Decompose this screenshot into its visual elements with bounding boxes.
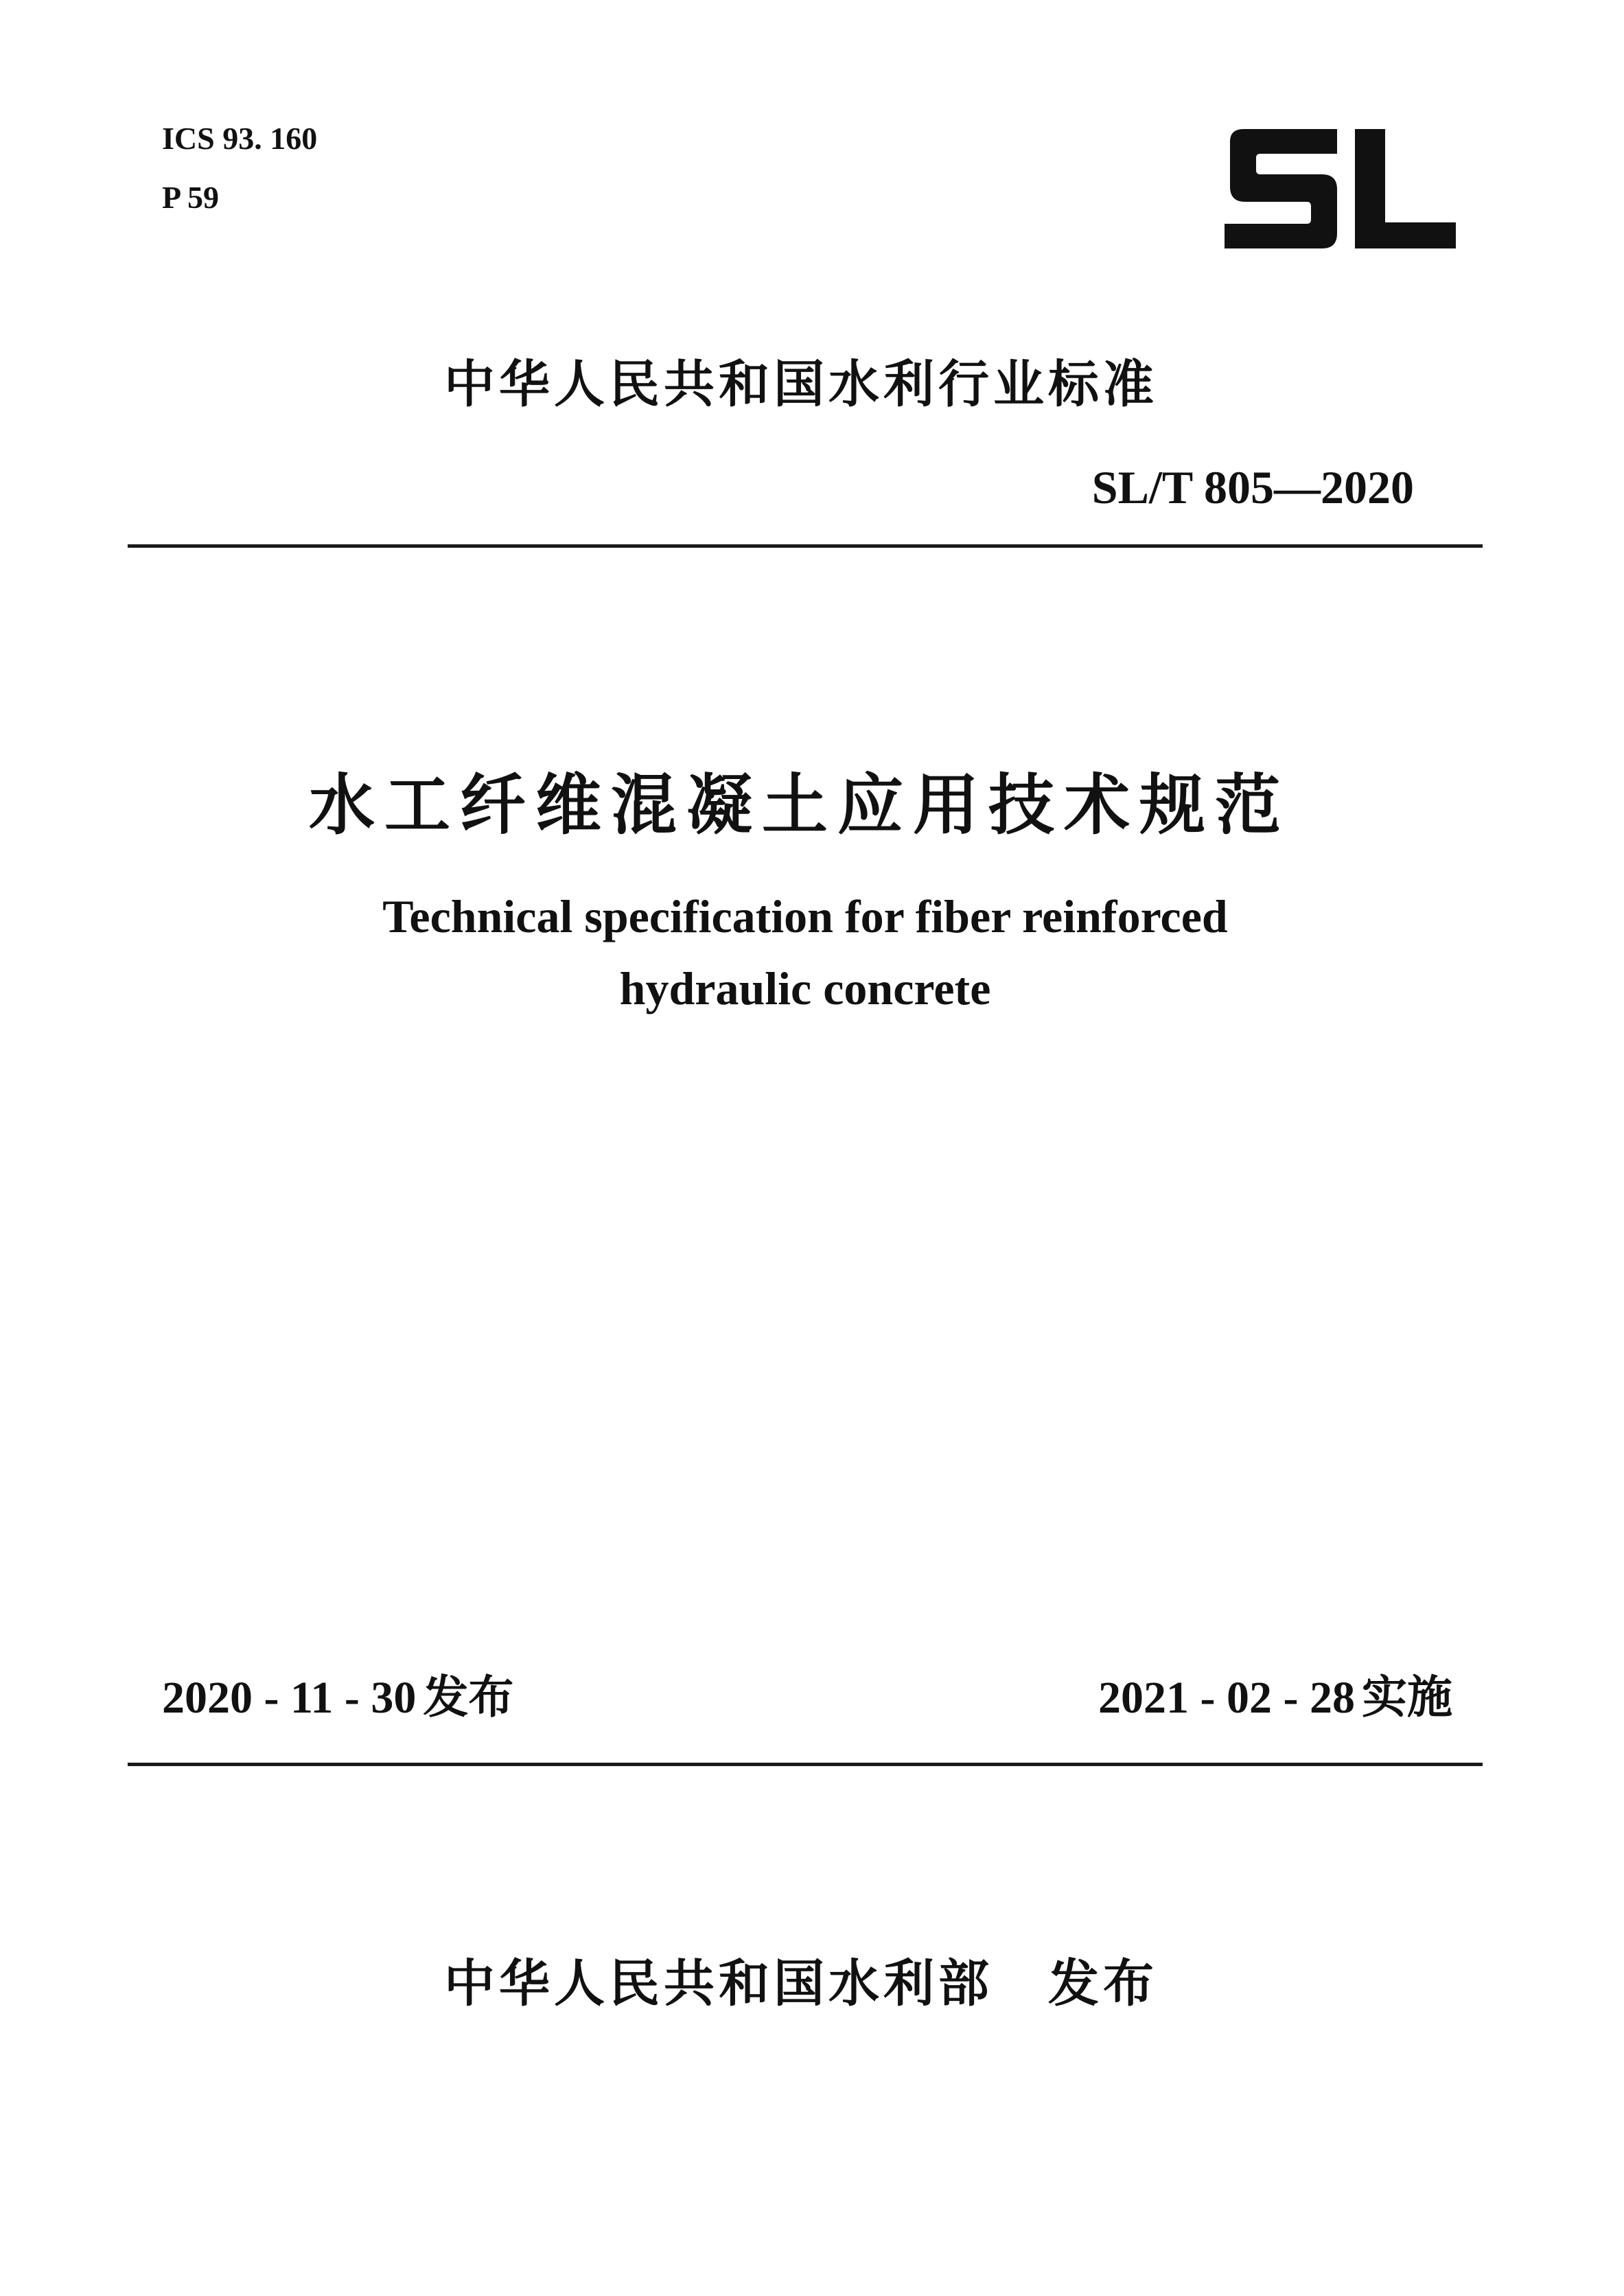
sl-logo — [1220, 128, 1457, 250]
issue-date — [162, 1667, 513, 1729]
publisher-action: 发布 — [1048, 1954, 1158, 2013]
ics-code: ICS 93. 160 — [162, 121, 318, 156]
issue-date-value: 2020 - 11 - 30 — [162, 1673, 417, 1723]
standard-category: 中华人民共和国水利行业标准 — [444, 355, 1158, 414]
issue-date-label: 发布 — [423, 1671, 514, 1724]
standard-number: SL/T 805—2020 — [1091, 461, 1414, 513]
divider-bottom — [128, 1763, 1483, 1766]
divider-top — [128, 544, 1483, 548]
publisher — [0, 1949, 1624, 2018]
implementation-date-value: 2021 - 02 - 28 — [1098, 1673, 1355, 1723]
implementation-date — [1098, 1667, 1452, 1729]
title-english-line1: Technical specification for fiber reinforced — [382, 890, 1228, 942]
publisher-name: 中华人民共和国水利部 — [444, 1954, 993, 2013]
title-chinese: 水工纤维混凝土应用技术规范 — [309, 767, 1290, 844]
classification-code: P 59 — [162, 180, 220, 215]
implementation-date-label: 实施 — [1362, 1671, 1452, 1724]
title-english-line2: hydraulic concrete — [619, 962, 991, 1014]
